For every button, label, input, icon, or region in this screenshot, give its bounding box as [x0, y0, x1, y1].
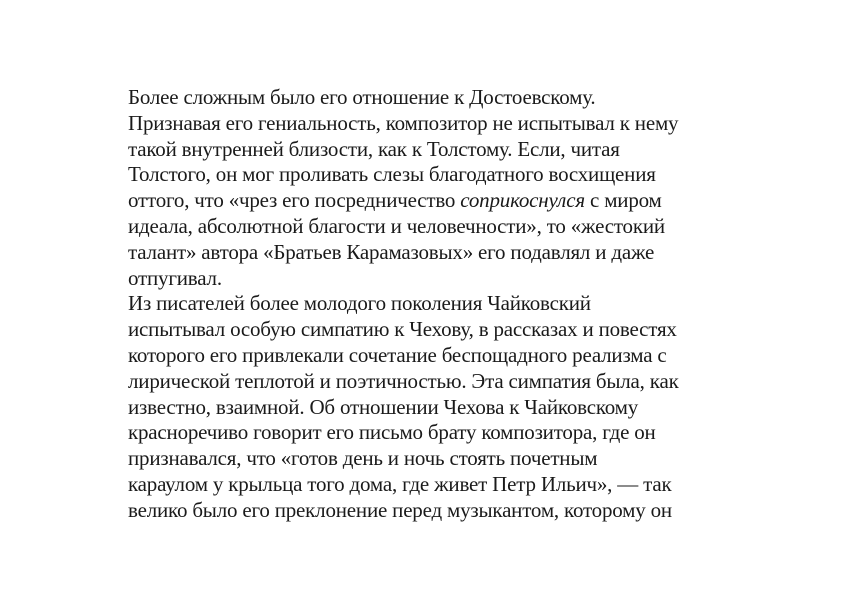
text-line: отпугивал.	[128, 265, 222, 290]
text-segment: с миром	[584, 188, 662, 213]
text-line: известно, взаимной. Об отношении Чехова к Чайковскому	[128, 394, 639, 419]
text-line: караулом у крыльца того дома, где живет Петр Ильич», — так	[128, 471, 672, 496]
text-line: Признавая его гениальность, композитор не испытывал к нему	[128, 110, 679, 135]
text-line: такой внутренней близости, как к Толстому. Если, читая	[128, 136, 620, 161]
text-line: Более сложным было его отношение к Достоевскому.	[128, 85, 596, 109]
text-line	[128, 188, 728, 214]
text-line: красноречиво говорит его письмо брату композитора, где он	[128, 420, 656, 445]
text-line: которого его привлекали сочетание беспощадного реализма с	[128, 342, 667, 367]
text-segment: оттого, что «чрез его посредничество	[128, 188, 461, 213]
text-line: велико было его преклонение перед музыкантом, которому он	[128, 497, 672, 522]
italic-word: соприкоснулся	[460, 188, 585, 213]
body-text	[128, 85, 728, 524]
text-line: талант» автора «Братьев Карамазовых» его подавлял и даже	[128, 239, 655, 264]
text-line: Из писателей более молодого поколения Чайковский	[128, 291, 591, 316]
text-line: Толстого, он мог проливать слезы благодатного восхищения	[128, 162, 656, 187]
text-line: идеала, абсолютной благости и человечности», то «жестокий	[128, 213, 665, 238]
text-line: испытывал особую симпатию к Чехову, в рассказах и повестях	[128, 317, 677, 342]
text-line: лирической теплотой и поэтичностью. Эта симпатия была, как	[128, 368, 679, 393]
text-line: признавался, что «готов день и ночь стоять почетным	[128, 446, 598, 471]
